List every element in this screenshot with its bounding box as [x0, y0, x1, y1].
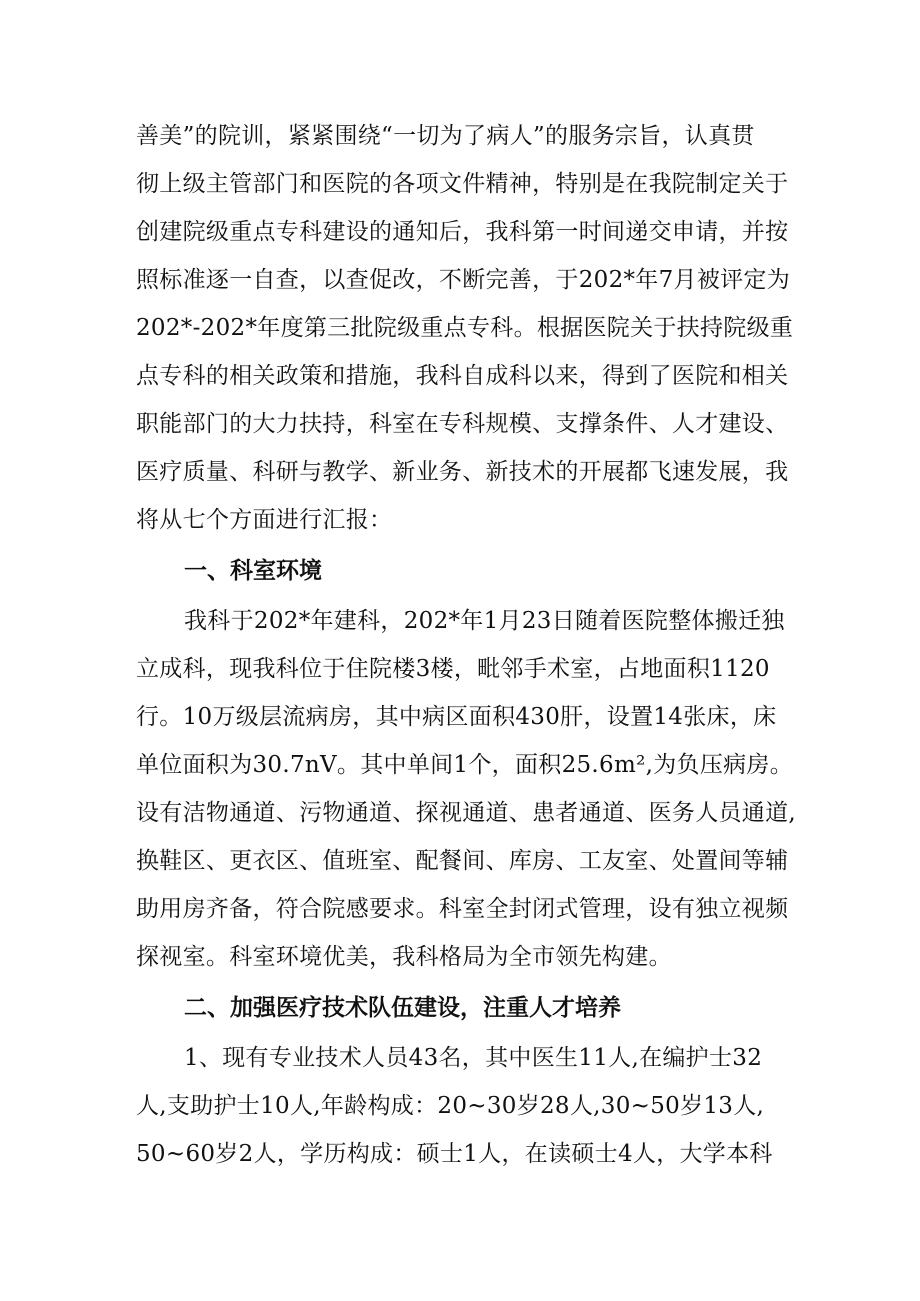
body-text-line: 立成科，现我科位于住院楼3楼，毗邻手术室，占地面积1120	[136, 656, 770, 682]
body-text-line: 创建院级重点专科建设的通知后，我科第一时间递交申请，并按	[136, 219, 789, 245]
body-text-line: 设有洁物通道、污物通道、探视通道、患者通道、医务人员通道,	[136, 800, 797, 826]
body-text-line: 彻上级主管部门和医院的各项文件精神，特别是在我院制定关于	[136, 171, 789, 197]
body-text-line: 探视室。科室环境优美，我科格局为全市领先构建。	[136, 944, 672, 970]
body-text-line: 我科于202*年建科，202*年1月23日随着医院整体搬迁独	[184, 608, 785, 634]
section-heading: 一、科室环境	[184, 558, 322, 584]
body-text-line: 单位面积为30.7nV。其中单间1个，面积25.6m²,为负压病房。	[136, 752, 794, 778]
body-text-line: 202*-202*年度第三批院级重点专科。根据医院关于扶持院级重	[136, 315, 794, 341]
body-text-line: 职能部门的大力扶持，科室在专科规模、支撑条件、人才建设、	[136, 411, 789, 437]
body-text-line: 换鞋区、更衣区、值班室、配餐间、库房、工友室、处置间等辅	[136, 848, 789, 874]
body-text-line: 将从七个方面进行汇报：	[136, 507, 393, 533]
body-text-line: 善美”的院训，紧紧围绕“一切为了病人”的服务宗旨，认真贯	[136, 123, 755, 149]
section-heading: 二、加强医疗技术队伍建设，注重人才培养	[184, 995, 621, 1021]
body-text-line: 50~60岁2人，学历构成：硕士1人，在读硕士4人，大学本科	[136, 1141, 773, 1167]
body-text-line: 人,支助护士10人,年龄构成：20~30岁28人,30~50岁13人,	[136, 1093, 765, 1119]
body-text-line: 行。10万级层流病房，其中病区面积430肝，设置14张床，床	[136, 704, 777, 730]
body-text-line: 医疗质量、科研与教学、新业务、新技术的开展都飞速发展，我	[136, 459, 789, 485]
body-text-line: 照标准逐一自查，以查促改，不断完善，于202*年7月被评定为	[136, 267, 791, 293]
body-text-line: 1、现有专业技术人员43名，其中医生11人,在编护士32	[184, 1045, 763, 1071]
body-text-line: 点专科的相关政策和措施，我科自成科以来，得到了医院和相关	[136, 363, 789, 389]
body-text-line: 助用房齐备，符合院感要求。科室全封闭式管理，设有独立视频	[136, 896, 789, 922]
